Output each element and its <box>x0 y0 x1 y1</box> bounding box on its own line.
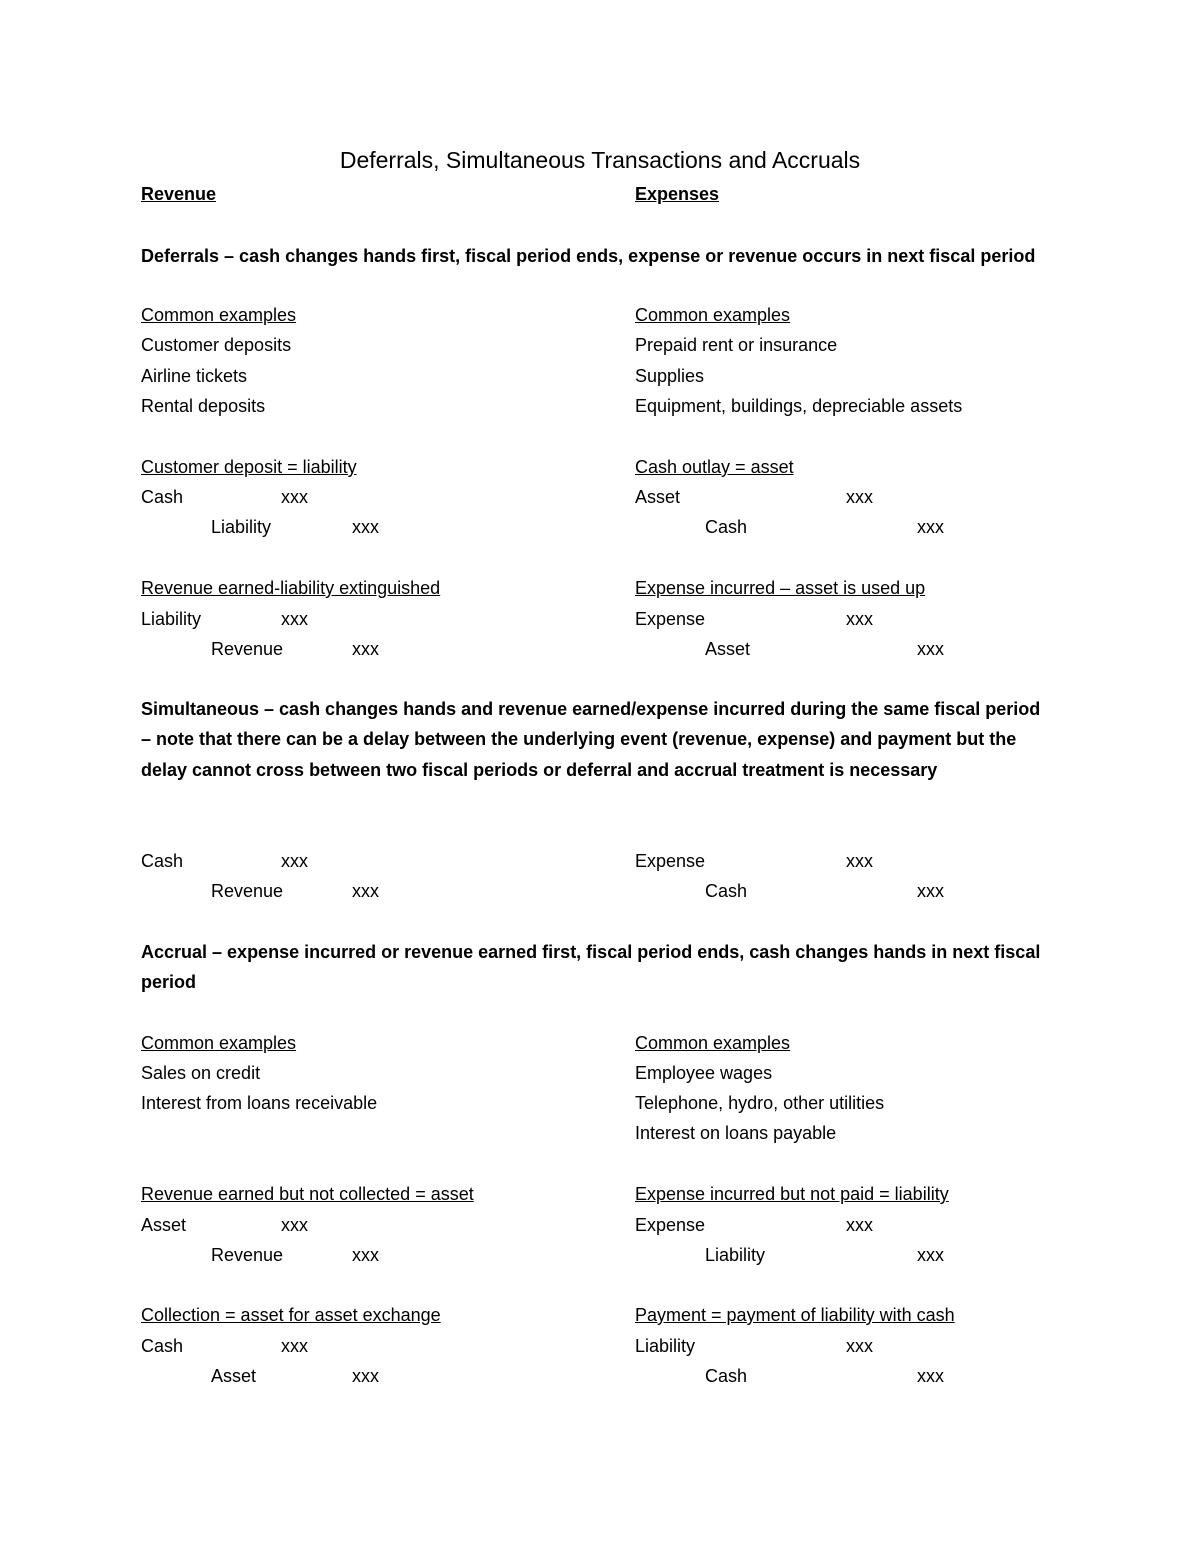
deferrals-definition: Deferrals – cash changes hands first, fiscal period ends, expense or revenue occurs in next fiscal period <box>141 246 1036 266</box>
journal-credit-account: Asset <box>211 1366 257 1386</box>
journal-debit-account: Cash <box>141 851 184 871</box>
journal-debit-amount: xxx <box>846 851 873 871</box>
journal-credit-account: Cash <box>705 1366 748 1386</box>
journal-credit-account: Revenue <box>211 639 284 659</box>
journal-debit-amount: xxx <box>281 487 308 507</box>
journal-credit-amount: xxx <box>917 881 944 901</box>
deferral-revenue-entry1-heading: Customer deposit = liability <box>141 457 357 477</box>
journal-credit-account: Liability <box>705 1245 766 1265</box>
accrual-expense-example: Telephone, hydro, other utilities <box>635 1093 885 1113</box>
accrual-expense-examples-heading: Common examples <box>635 1033 791 1053</box>
journal-credit-amount: xxx <box>917 1245 944 1265</box>
journal-credit-amount: xxx <box>352 1245 379 1265</box>
journal-debit-amount: xxx <box>281 609 308 629</box>
journal-debit-amount: xxx <box>281 851 308 871</box>
accrual-expense-example: Interest on loans payable <box>635 1123 837 1143</box>
journal-debit-amount: xxx <box>846 487 873 507</box>
journal-credit-amount: xxx <box>917 517 944 537</box>
journal-debit-account: Cash <box>141 487 184 507</box>
journal-debit-account: Asset <box>141 1215 187 1235</box>
journal-debit-amount: xxx <box>281 1336 308 1356</box>
deferral-expense-example: Supplies <box>635 366 705 386</box>
journal-debit-account: Expense <box>635 1215 706 1235</box>
deferral-revenue-example: Airline tickets <box>141 366 248 386</box>
deferral-expense-example: Prepaid rent or insurance <box>635 335 838 355</box>
deferral-expense-examples-heading: Common examples <box>635 305 791 325</box>
accrual-revenue-examples-heading: Common examples <box>141 1033 297 1053</box>
journal-credit-account: Liability <box>211 517 272 537</box>
journal-credit-account: Cash <box>705 881 748 901</box>
accrual-revenue-example: Interest from loans receivable <box>141 1093 378 1113</box>
deferral-revenue-entry2-heading: Revenue earned-liability extinguished <box>141 578 441 598</box>
journal-debit-account: Expense <box>635 851 706 871</box>
deferral-revenue-example: Customer deposits <box>141 335 292 355</box>
revenue-column-header: Revenue <box>141 184 217 204</box>
journal-debit-account: Expense <box>635 609 706 629</box>
journal-debit-amount: xxx <box>846 1215 873 1235</box>
journal-credit-amount: xxx <box>917 1366 944 1386</box>
deferral-expense-example: Equipment, buildings, depreciable assets <box>635 396 963 416</box>
journal-debit-account: Liability <box>141 609 202 629</box>
expenses-column-header: Expenses <box>635 184 720 204</box>
journal-debit-amount: xxx <box>846 1336 873 1356</box>
journal-debit-account: Cash <box>141 1336 184 1356</box>
deferral-expense-entry2-heading: Expense incurred – asset is used up <box>635 578 926 598</box>
journal-debit-amount: xxx <box>846 609 873 629</box>
journal-credit-account: Cash <box>705 517 748 537</box>
accrual-revenue-example: Sales on credit <box>141 1063 261 1083</box>
journal-credit-amount: xxx <box>917 639 944 659</box>
accrual-revenue-entry1-heading: Revenue earned but not collected = asset <box>141 1184 474 1204</box>
journal-credit-account: Asset <box>705 639 751 659</box>
deferral-expense-entry1-heading: Cash outlay = asset <box>635 457 794 477</box>
journal-credit-amount: xxx <box>352 1366 379 1386</box>
journal-debit-account: Asset <box>635 487 681 507</box>
journal-debit-amount: xxx <box>281 1215 308 1235</box>
accruals-definition: Accrual – expense incurred or revenue earned first, fiscal period ends, cash changes hands in next fiscal period <box>141 942 1041 993</box>
accrual-revenue-entry2-heading: Collection = asset for asset exchange <box>141 1305 441 1325</box>
deferral-revenue-example: Rental deposits <box>141 396 266 416</box>
document-title: Deferrals, Simultaneous Transactions and Accruals <box>339 147 861 173</box>
journal-credit-amount: xxx <box>352 517 379 537</box>
simultaneous-definition: Simultaneous – cash changes hands and revenue earned/expense incurred during the same fiscal period – note that there can be a delay between the underlying event (revenue, expense) and payment but the delay cannot cross between two fiscal periods or deferral and accrual treatment is necessary <box>141 699 1041 780</box>
journal-credit-amount: xxx <box>352 881 379 901</box>
journal-debit-account: Liability <box>635 1336 696 1356</box>
journal-credit-account: Revenue <box>211 881 284 901</box>
accrual-expense-example: Employee wages <box>635 1063 773 1083</box>
journal-credit-account: Revenue <box>211 1245 284 1265</box>
accrual-expense-entry1-heading: Expense incurred but not paid = liability <box>635 1184 949 1204</box>
journal-credit-amount: xxx <box>352 639 379 659</box>
accrual-expense-entry2-heading: Payment = payment of liability with cash <box>635 1305 955 1325</box>
deferral-revenue-examples-heading: Common examples <box>141 305 297 325</box>
